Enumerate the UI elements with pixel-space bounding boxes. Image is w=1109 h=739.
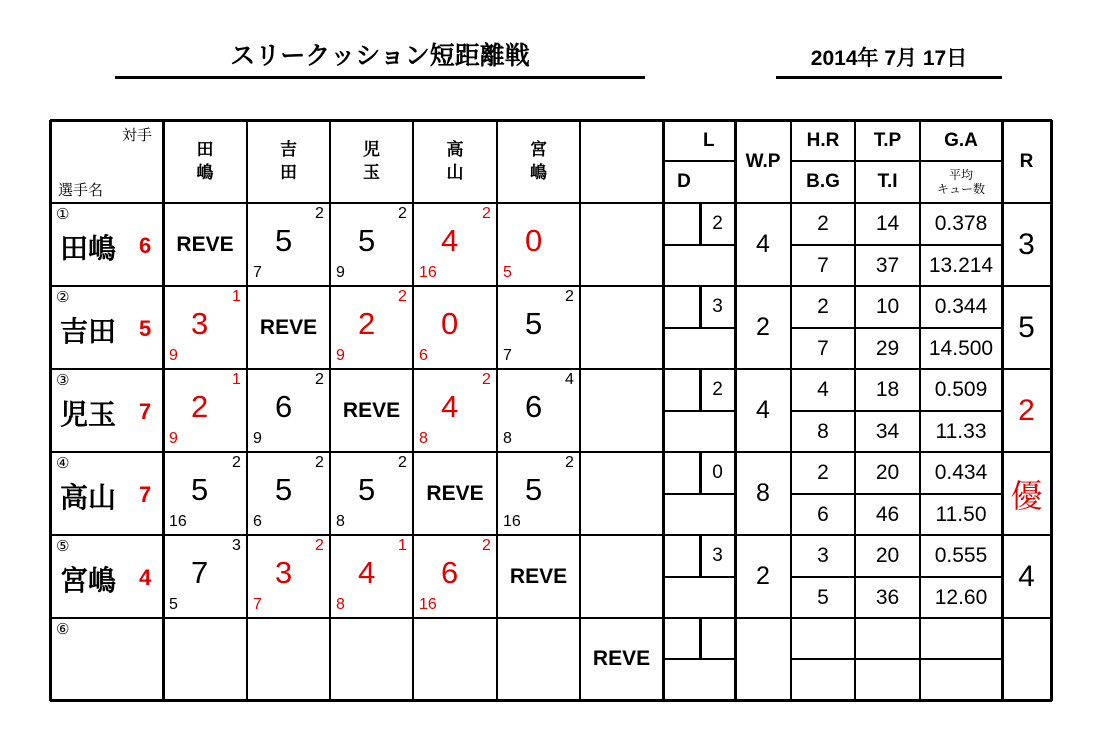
- title-underline: [115, 76, 645, 79]
- general-average: 0.509: [934, 378, 988, 401]
- high-run-total: 3: [817, 544, 829, 567]
- innings: 9: [169, 430, 178, 447]
- player-name: 宮嶋: [60, 564, 117, 597]
- losses: 3: [712, 296, 723, 317]
- innings: 5: [503, 264, 512, 281]
- innings: 8: [336, 596, 345, 613]
- win-points: [735, 618, 791, 700]
- d-header: D: [677, 171, 691, 192]
- high-run: 2: [482, 537, 491, 554]
- game-score: 0: [525, 223, 543, 258]
- innings: 6: [253, 513, 262, 530]
- game-score: 5: [358, 472, 376, 507]
- high-run: 2: [315, 537, 324, 554]
- losses: 0: [712, 462, 723, 483]
- game-score: 6: [441, 555, 459, 590]
- total-innings: [855, 659, 920, 700]
- hr-header: H.R: [806, 129, 840, 151]
- game-score: 3: [275, 555, 293, 590]
- high-run: 2: [232, 454, 241, 471]
- game-score: 4: [441, 389, 459, 424]
- high-run-total: 2: [817, 295, 829, 318]
- innings: 9: [169, 347, 178, 364]
- reve-cell: REVE: [342, 398, 401, 422]
- game-score: 5: [525, 306, 543, 341]
- innings: 8: [503, 430, 512, 447]
- game-score: 4: [441, 223, 459, 258]
- general-average: 0.434: [934, 461, 988, 484]
- best-game: 5: [817, 585, 829, 609]
- total-points: 18: [875, 378, 900, 401]
- innings: 6: [419, 347, 428, 364]
- l-header: L: [703, 130, 715, 151]
- innings: 16: [419, 596, 437, 613]
- high-run: 2: [315, 454, 324, 471]
- game-score: 6: [275, 389, 293, 424]
- win-points: 4: [756, 396, 770, 424]
- game-score: 0: [441, 306, 459, 341]
- total-points: 10: [875, 295, 900, 318]
- player-win-count: 4: [139, 565, 152, 590]
- high-run: 2: [482, 205, 491, 222]
- best-game: 6: [817, 502, 829, 526]
- high-run: 1: [398, 537, 407, 554]
- total-innings: 37: [875, 253, 900, 277]
- avg-note: 平均 キュー数: [936, 168, 985, 196]
- column-header-opponent: 吉 田: [280, 139, 297, 183]
- general-average: [920, 618, 1002, 659]
- high-run: 2: [315, 371, 324, 388]
- player-number: ④: [56, 454, 70, 472]
- game-score: 4: [358, 555, 376, 590]
- column-header-opponent: 高 山: [446, 139, 464, 183]
- win-points: 2: [756, 313, 770, 341]
- high-run: 2: [398, 288, 407, 305]
- reve-cell: REVE: [509, 564, 568, 588]
- player-name: 高山: [60, 481, 117, 514]
- player-win-count: 6: [139, 233, 152, 258]
- total-points: 20: [875, 544, 900, 567]
- column-header-opponent: 宮 嶋: [530, 139, 547, 183]
- best-game: 7: [817, 253, 829, 277]
- general-average: 0.378: [934, 212, 988, 235]
- game-score: 2: [358, 306, 376, 341]
- innings: 16: [503, 513, 521, 530]
- losses: 2: [712, 213, 723, 234]
- total-innings: 36: [875, 585, 900, 609]
- player-win-count: 7: [139, 482, 152, 507]
- win-points: 4: [756, 230, 770, 258]
- losses: 2: [712, 379, 723, 400]
- wp-header: W.P: [745, 150, 781, 172]
- high-run: 2: [398, 454, 407, 471]
- innings: 16: [169, 513, 187, 530]
- reve-cell: REVE: [592, 647, 651, 670]
- player-number: ②: [56, 288, 70, 306]
- player-number: ⑥: [56, 620, 70, 638]
- rank: 5: [1018, 310, 1035, 344]
- game-score: 6: [525, 389, 543, 424]
- average-cues: 11.50: [935, 502, 987, 526]
- game-score: 5: [275, 223, 293, 258]
- reve-cell: REVE: [176, 232, 234, 256]
- innings: 9: [336, 347, 345, 364]
- high-run-total: 2: [817, 212, 829, 235]
- high-run: 4: [565, 371, 574, 388]
- high-run: 2: [482, 371, 491, 388]
- innings: 7: [253, 596, 262, 613]
- innings: 9: [336, 264, 345, 281]
- ga-header: G.A: [944, 129, 978, 151]
- opponent-label: 対手: [122, 126, 153, 144]
- player-name: 吉田: [60, 315, 117, 348]
- total-innings: 34: [875, 419, 900, 443]
- tp-header: T.P: [873, 129, 902, 151]
- reve-cell: REVE: [426, 481, 484, 505]
- rank: 優: [1010, 476, 1043, 515]
- general-average: 0.555: [934, 544, 988, 567]
- average-cues: 12.60: [934, 585, 988, 609]
- average-cues: 11.33: [935, 419, 987, 443]
- total-points: 20: [875, 461, 900, 484]
- high-run: 2: [315, 205, 324, 222]
- high-run-total: 2: [817, 461, 829, 484]
- innings: 5: [169, 596, 178, 613]
- total-points: 14: [875, 212, 900, 235]
- player-number: ⑤: [56, 537, 70, 555]
- win-points: 2: [756, 562, 770, 590]
- rank: 4: [1018, 559, 1035, 593]
- high-run-total: [791, 618, 855, 659]
- innings: 16: [419, 264, 437, 281]
- reve-cell: REVE: [259, 315, 318, 339]
- rank: 3: [1018, 227, 1035, 261]
- column-header-opponent: 田 嶋: [196, 139, 214, 183]
- player-number: ③: [56, 371, 70, 389]
- player-name: 田嶋: [60, 232, 117, 265]
- average-cues: 14.500: [928, 336, 994, 360]
- innings: 8: [419, 430, 428, 447]
- innings: 9: [253, 430, 262, 447]
- game-score: 5: [191, 472, 209, 507]
- innings: 7: [253, 264, 262, 281]
- general-average: 0.344: [934, 295, 988, 318]
- game-score: 5: [275, 472, 293, 507]
- average-cues: 13.214: [928, 253, 994, 277]
- game-score: 3: [191, 306, 209, 341]
- high-run: 2: [565, 288, 574, 305]
- game-score: 7: [191, 555, 209, 590]
- total-innings: 29: [875, 336, 900, 360]
- best-game: 8: [817, 419, 829, 443]
- high-run-total: 4: [817, 378, 829, 401]
- player-number: ①: [56, 205, 70, 223]
- best-game: [791, 659, 855, 700]
- innings: 7: [503, 347, 512, 364]
- high-run: 1: [232, 371, 241, 388]
- r-header: R: [1019, 150, 1034, 172]
- grid-line: [699, 618, 702, 660]
- losses: 3: [712, 545, 723, 566]
- game-score: 5: [525, 472, 543, 507]
- player-name: 児玉: [60, 398, 117, 431]
- ti-header: T.I: [877, 171, 898, 192]
- page-title: スリークッション短距離戦: [230, 41, 530, 70]
- best-game: 7: [817, 336, 829, 360]
- player-win-count: 5: [139, 316, 152, 341]
- total-innings: 46: [875, 502, 900, 526]
- table-border: [49, 120, 52, 701]
- game-score: 2: [191, 389, 209, 424]
- total-points: [855, 618, 920, 659]
- average-cues: [920, 659, 1002, 700]
- rank: 2: [1018, 393, 1035, 427]
- column-header-opponent: 児 玉: [363, 139, 380, 183]
- match-date: 2014年 7月 17日: [810, 47, 968, 70]
- bg-header: B.G: [806, 171, 840, 192]
- game-score: 5: [358, 223, 376, 258]
- date-underline: [776, 76, 1002, 79]
- high-run: 2: [565, 454, 574, 471]
- win-points: 8: [756, 479, 770, 507]
- innings: 8: [336, 513, 345, 530]
- high-run: 2: [398, 205, 407, 222]
- player-win-count: 7: [139, 399, 152, 424]
- high-run: 1: [232, 288, 241, 305]
- high-run: 3: [232, 537, 241, 554]
- rank: [1002, 618, 1051, 700]
- player-label: 選手名: [58, 181, 104, 199]
